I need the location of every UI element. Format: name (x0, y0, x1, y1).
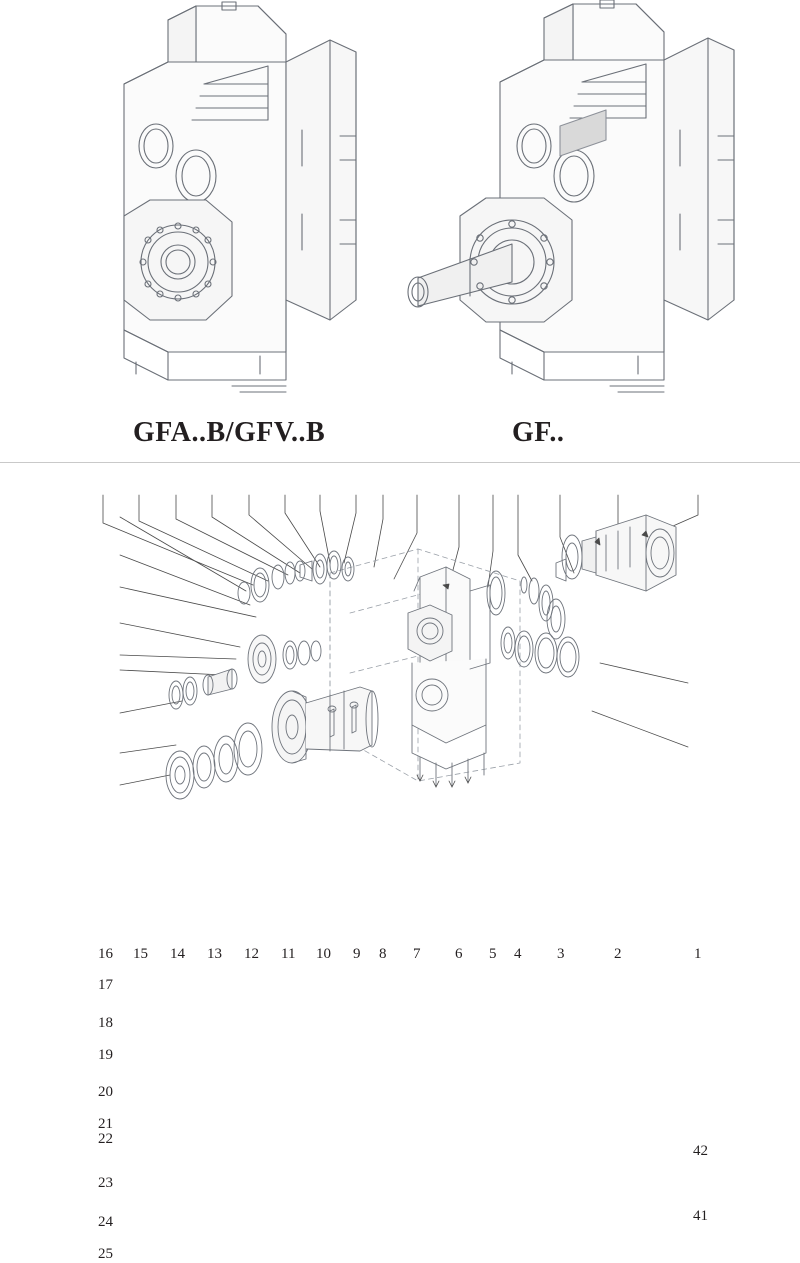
callout-17: 17 (98, 977, 113, 993)
callout-25: 25 (98, 1246, 113, 1262)
callout-20: 20 (98, 1084, 113, 1100)
callout-12: 12 (244, 946, 259, 962)
callout-5: 5 (489, 946, 497, 962)
callout-13: 13 (207, 946, 222, 962)
callout-1: 1 (694, 946, 702, 962)
callout-24: 24 (98, 1214, 113, 1230)
callout-23: 23 (98, 1175, 113, 1191)
exploded-assembly-drawing (0, 463, 800, 800)
callout-16: 16 (98, 946, 113, 962)
callout-9: 9 (353, 946, 361, 962)
callout-4: 4 (514, 946, 522, 962)
callout-2: 2 (614, 946, 622, 962)
callout-21: 21 (98, 1116, 113, 1132)
callout-18: 18 (98, 1015, 113, 1031)
caption-gfa-gfv: GFA..B/GFV..B (133, 417, 326, 448)
caption-gf: GF.. (512, 417, 565, 448)
callout-15: 15 (133, 946, 148, 962)
callout-19: 19 (98, 1047, 113, 1063)
gearbox-view-left (124, 2, 356, 392)
callout-11: 11 (281, 946, 296, 962)
callout-42: 42 (693, 1143, 708, 1159)
callout-10: 10 (316, 946, 331, 962)
gearbox-overview-section (0, 0, 800, 462)
callout-3: 3 (557, 946, 565, 962)
callout-6: 6 (455, 946, 463, 962)
exploded-view-section (0, 463, 800, 1262)
callout-41: 41 (693, 1208, 708, 1224)
callout-7: 7 (413, 946, 421, 962)
gearbox-overview-drawing (0, 0, 800, 462)
gearbox-view-right (408, 0, 734, 392)
callout-8: 8 (379, 946, 387, 962)
callout-22: 22 (98, 1131, 113, 1147)
callout-14: 14 (170, 946, 185, 962)
